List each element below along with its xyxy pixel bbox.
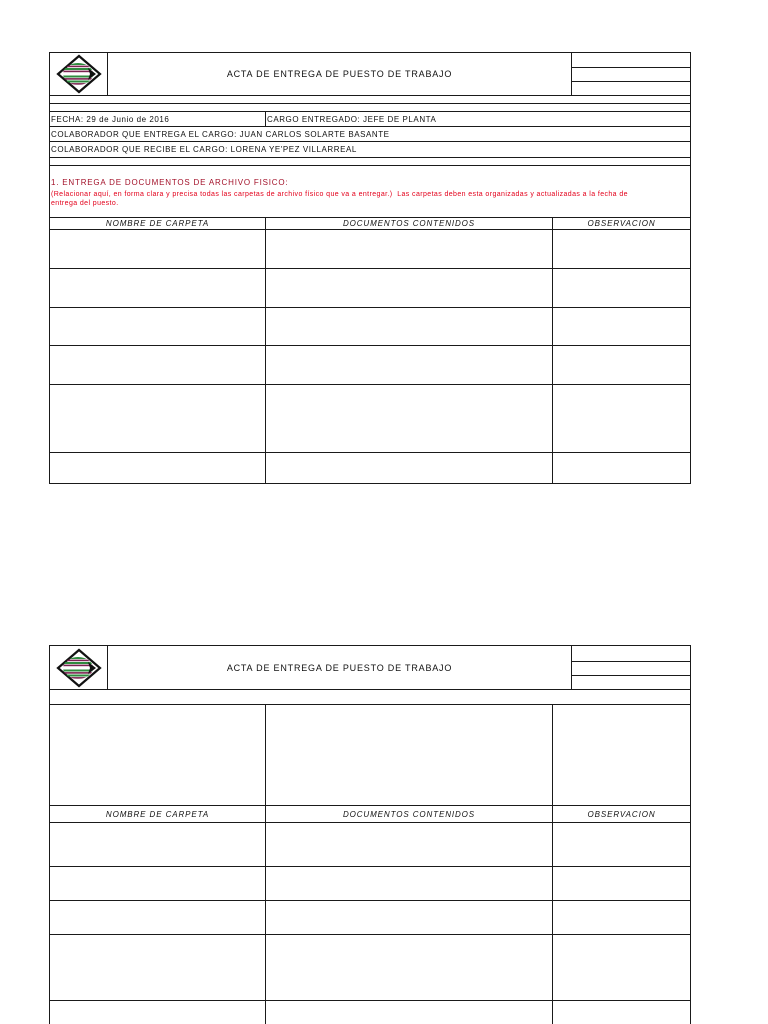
column-header-row bbox=[50, 218, 690, 230]
table-row bbox=[50, 269, 690, 308]
form-title: ACTA DE ENTREGA DE PUESTO DE TRABAJO bbox=[226, 69, 453, 79]
column-divider bbox=[265, 218, 266, 483]
section-1-block bbox=[50, 166, 690, 218]
cell-divider bbox=[265, 112, 266, 126]
colaborador-entrega-field: COLABORADOR QUE ENTREGA EL CARGO: JUAN CARLOS SOLARTE BASANTE bbox=[51, 129, 390, 139]
column-header-documentos: DOCUMENTOS CONTENIDOS bbox=[342, 219, 476, 228]
code-box-rule bbox=[572, 675, 690, 676]
table-row bbox=[50, 935, 690, 1001]
acta-sheet-1 bbox=[49, 52, 691, 484]
table-row bbox=[50, 230, 690, 269]
company-diamond-logo-icon bbox=[56, 54, 102, 94]
table-row bbox=[50, 901, 690, 935]
section-title: 1. ENTREGA DE DOCUMENTOS DE ARCHIVO FISICO: bbox=[51, 178, 289, 187]
document-code-box bbox=[571, 53, 690, 95]
blank-row bbox=[50, 96, 690, 104]
column-header-row bbox=[50, 806, 690, 823]
table-row bbox=[50, 346, 690, 385]
table-row bbox=[50, 705, 690, 806]
entrega-row bbox=[50, 127, 690, 142]
cargo-entregado-field: CARGO ENTREGADO: JEFE DE PLANTA bbox=[267, 114, 437, 124]
fecha-field: FECHA: 29 de Junio de 2016 bbox=[51, 114, 170, 124]
form-title: ACTA DE ENTREGA DE PUESTO DE TRABAJO bbox=[226, 662, 453, 673]
logo-cell bbox=[50, 53, 108, 95]
colaborador-recibe-field: COLABORADOR QUE RECIBE EL CARGO: LORENA YE'PEZ VILLARREAL bbox=[51, 145, 357, 154]
column-divider bbox=[552, 705, 553, 1024]
column-divider bbox=[552, 218, 553, 483]
table-row bbox=[50, 867, 690, 901]
table-row bbox=[50, 385, 690, 453]
date-row bbox=[50, 112, 690, 127]
blank-row bbox=[50, 690, 690, 705]
column-header-observacion: OBSERVACION bbox=[587, 809, 656, 819]
document-code-box bbox=[571, 646, 690, 689]
column-divider bbox=[265, 705, 266, 1024]
recibe-row bbox=[50, 142, 690, 158]
section-instructions-line-2: entrega del puesto. bbox=[51, 200, 119, 207]
acta-sheet-2 bbox=[49, 645, 691, 1024]
blank-row bbox=[50, 104, 690, 112]
table-row bbox=[50, 453, 690, 483]
code-box-rule bbox=[572, 67, 690, 68]
form-header bbox=[50, 646, 690, 690]
section-instructions-line-1: (Relacionar aquí, en forma clara y precisa todas las carpetas de archivo físico que va a entregar.) Las carpetas deben esta organizadas y actualizadas a la fecha de bbox=[51, 191, 628, 198]
form-header bbox=[50, 53, 690, 96]
table-row bbox=[50, 823, 690, 867]
column-header-nombre: NOMBRE DE CARPETA bbox=[105, 809, 210, 819]
column-header-documentos: DOCUMENTOS CONTENIDOS bbox=[342, 809, 476, 819]
table-row bbox=[50, 308, 690, 346]
column-header-observacion: OBSERVACION bbox=[587, 219, 656, 228]
logo-cell bbox=[50, 646, 108, 689]
table-row bbox=[50, 1001, 690, 1024]
column-header-nombre: NOMBRE DE CARPETA bbox=[105, 219, 210, 228]
blank-row bbox=[50, 158, 690, 166]
code-box-rule bbox=[572, 81, 690, 82]
company-diamond-logo-icon bbox=[56, 648, 102, 688]
code-box-rule bbox=[572, 661, 690, 662]
